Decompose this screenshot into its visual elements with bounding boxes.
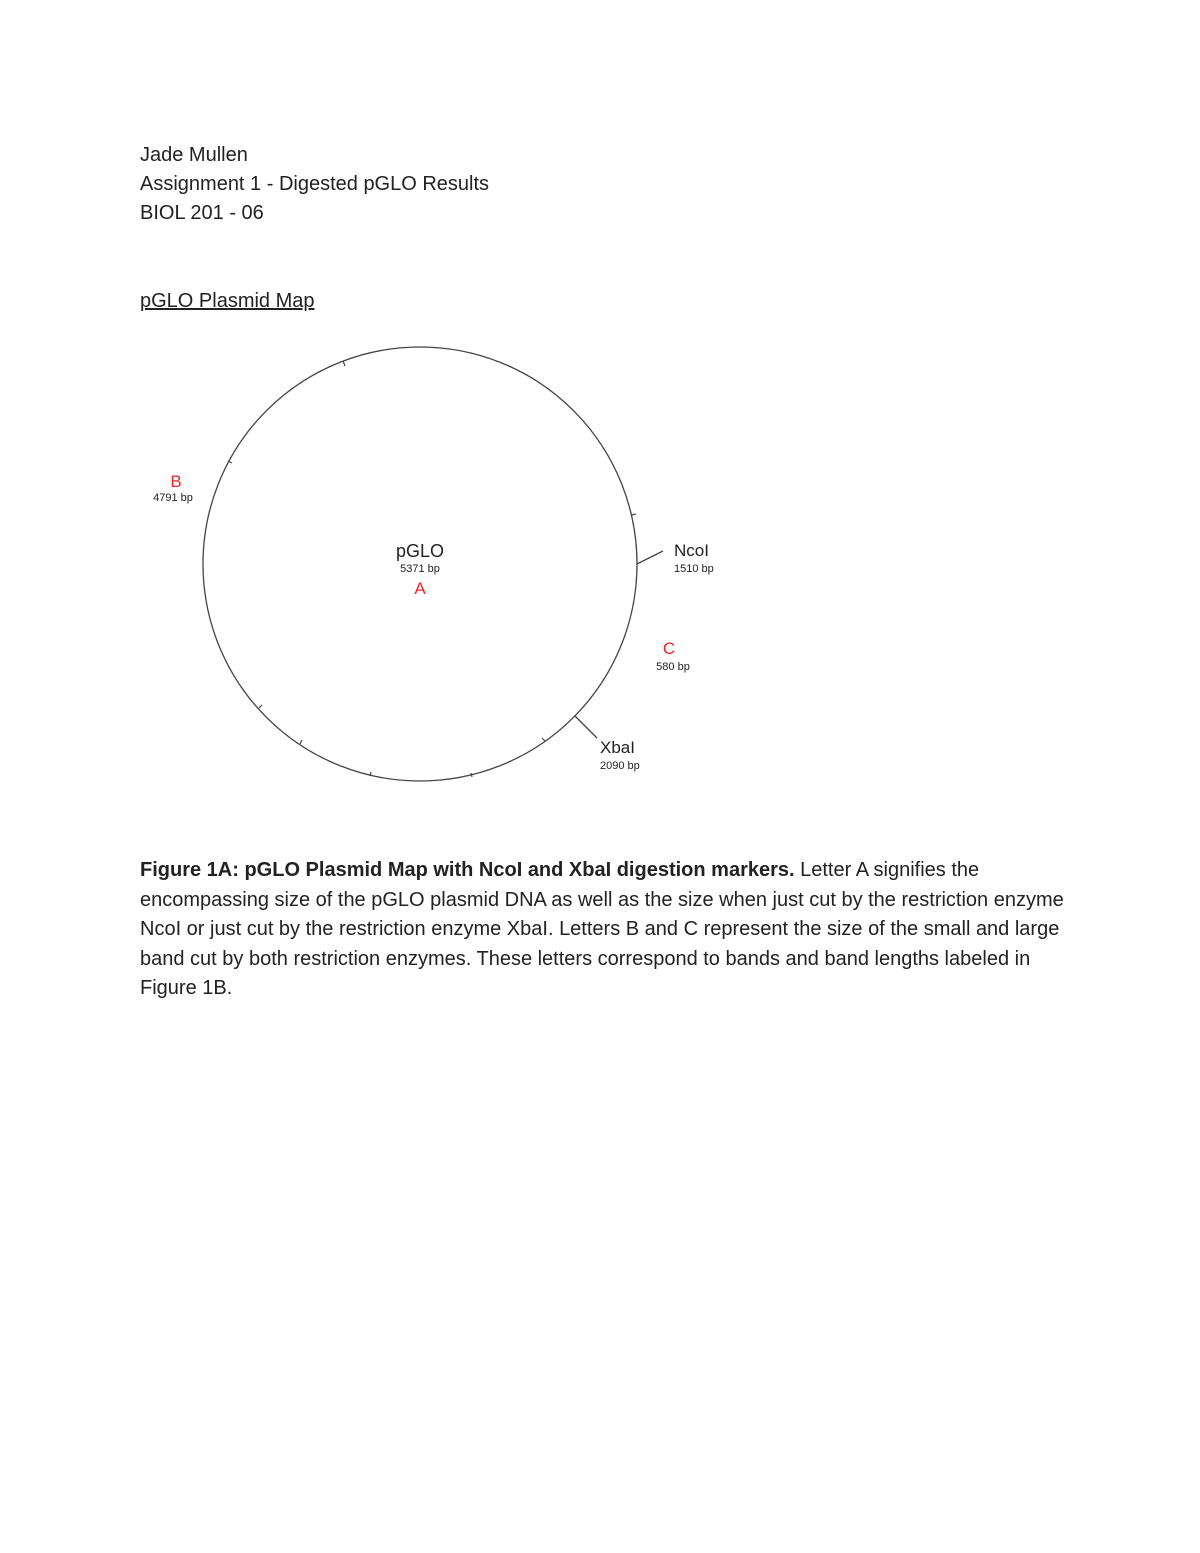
ncoi-position: 1510 bp [674,563,714,575]
tick-mark [300,740,302,744]
ncoi-label: NcoI [674,541,709,560]
tick-mark [632,514,636,515]
fragment-b-size: 4791 bp [153,492,193,504]
section-heading: pGLO Plasmid Map [140,290,315,312]
tick-mark [471,773,472,777]
letter-c: C [662,639,676,658]
fragment-c-size: 580 bp [656,661,690,673]
course-code: BIOL 201 - 06 [140,202,264,224]
plasmid-name: pGLO [395,541,445,561]
xbai-site-line [575,716,597,738]
letter-a: A [414,579,426,598]
tick-mark [343,361,345,366]
xbai-position: 2090 bp [600,760,640,772]
assignment-title: Assignment 1 - Digested pGLO Results [140,173,490,195]
xbai-label: XbaI [600,738,635,757]
ncoi-site-line [637,551,663,564]
caption-text: Letter A signifies the encompassing size of the pGLO plasmid DNA as well as the size when just cut by the restriction enzyme NcoI or just cut by the restriction enzyme XbaI. Letters B and C represent the size of the small and large band cut by both restriction enzymes. These letters correspond to bands and band lengths labeled in Figure 1B. [140,859,1064,999]
tick-mark [259,705,262,708]
tick-mark [542,738,545,741]
letter-b: B [170,472,182,491]
plasmid-size: 5371 bp [400,563,440,575]
author-name: Jade Mullen [140,144,248,166]
caption-label: Figure 1A: pGLO Plasmid Map with NcoI and XbaI digestion markers. [140,859,795,881]
figure-caption [140,856,1070,1004]
